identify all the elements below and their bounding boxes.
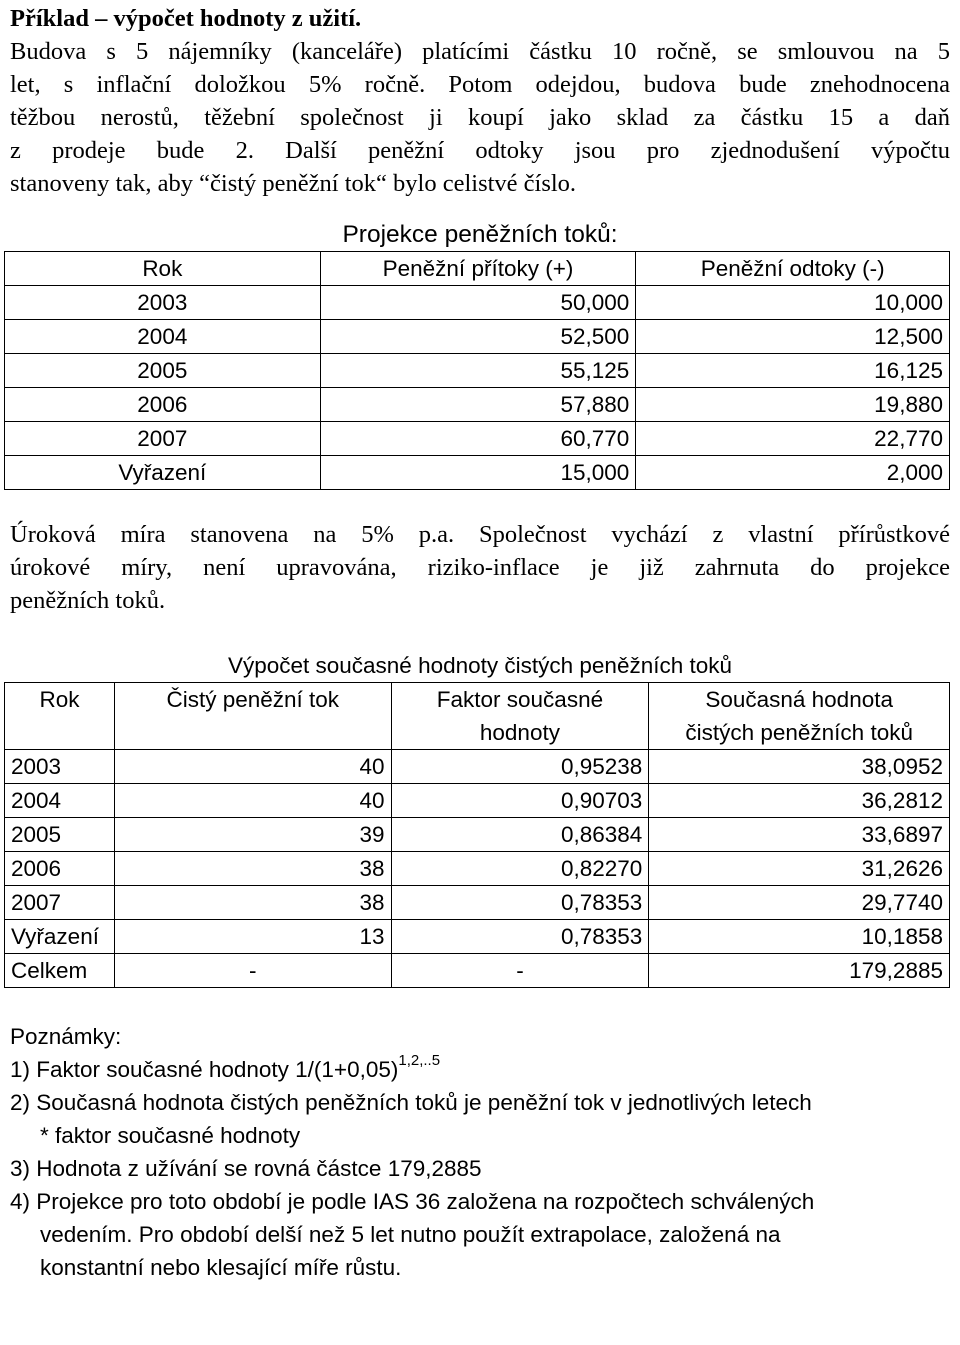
table-cell: 38,0952 xyxy=(649,750,950,784)
note-1 xyxy=(10,1053,950,1086)
intro-line: těžbou nerostů, těžební společnost ji koupí jako sklad za částku 15 a daň xyxy=(10,104,950,131)
projection-table-caption: Projekce peněžních toků: xyxy=(342,221,618,248)
present-value-table xyxy=(4,682,950,988)
column-header: Rok xyxy=(5,683,115,750)
table-cell: 55,125 xyxy=(320,354,636,388)
table-cell: 38 xyxy=(114,852,391,886)
column-header: Peněžní přítoky (+) xyxy=(320,252,636,286)
table-row xyxy=(5,920,950,954)
table-cell: 2006 xyxy=(5,388,321,422)
table-row xyxy=(5,388,950,422)
table-cell: 50,000 xyxy=(320,286,636,320)
table-cell: 36,2812 xyxy=(649,784,950,818)
table-cell: 13 xyxy=(114,920,391,954)
pv-table-caption: Výpočet současné hodnoty čistých peněžních toků xyxy=(227,653,733,678)
notes-section xyxy=(10,1020,950,1284)
table-total-row xyxy=(5,954,950,988)
rate-line: peněžních toků. xyxy=(10,587,166,614)
intro-line: Budova s 5 nájemníky (kanceláře) platícími částku 10 ročně, se smlouvou na 5 xyxy=(10,38,950,65)
projection-table xyxy=(4,251,950,490)
table-cell: 0,95238 xyxy=(391,750,649,784)
table-cell: 2006 xyxy=(5,852,115,886)
column-header: Rok xyxy=(5,252,321,286)
table-cell: 29,7740 xyxy=(649,886,950,920)
note-1-text: 1) Faktor současné hodnoty 1/(1+0,05) xyxy=(10,1057,399,1082)
notes-title: Poznámky: xyxy=(10,1024,122,1049)
table-row xyxy=(5,286,950,320)
table-row xyxy=(5,818,950,852)
table-cell: Celkem xyxy=(5,954,115,988)
table-cell: 38 xyxy=(114,886,391,920)
intro-line: let, s inflační doložkou 5% ročně. Potom odejdou, budova bude znehodnocena xyxy=(10,71,950,98)
table-cell: Vyřazení xyxy=(5,456,321,490)
table-header-row xyxy=(5,683,950,750)
document-page xyxy=(10,2,950,1284)
intro-line: z prodeje bude 2. Další peněžní odtoky jsou pro zjednodušení výpočtu xyxy=(10,137,950,164)
table-cell: 2003 xyxy=(5,750,115,784)
table-row xyxy=(5,320,950,354)
table-row xyxy=(5,422,950,456)
table-cell: - xyxy=(114,954,391,988)
intro-line: stanoveny tak, aby “čistý peněžní tok“ bylo celistvé číslo. xyxy=(10,170,577,197)
table-cell: 2005 xyxy=(5,354,321,388)
table-cell: 15,000 xyxy=(320,456,636,490)
table-cell: 0,78353 xyxy=(391,920,649,954)
rate-line: Úroková míra stanovena na 5% p.a. Společnost vychází z vlastní přírůstkové xyxy=(10,521,950,548)
table-row xyxy=(5,456,950,490)
table-cell: 31,2626 xyxy=(649,852,950,886)
table-cell: 2007 xyxy=(5,422,321,456)
note-1-exponent: 1,2,..5 xyxy=(398,1051,441,1069)
table-row xyxy=(5,784,950,818)
table-cell: 33,6897 xyxy=(649,818,950,852)
table-row xyxy=(5,750,950,784)
table-cell: 0,78353 xyxy=(391,886,649,920)
table-cell: 2007 xyxy=(5,886,115,920)
note-4-line-1: 4) Projekce pro toto období je podle IAS 36 založena na rozpočtech schválených xyxy=(10,1189,815,1214)
table-cell: 40 xyxy=(114,784,391,818)
table-cell: 39 xyxy=(114,818,391,852)
column-header: Faktor současné hodnoty xyxy=(391,683,649,750)
note-2-line-2: * faktor současné hodnoty xyxy=(40,1123,301,1148)
table-cell: 16,125 xyxy=(636,354,950,388)
table-cell: 2005 xyxy=(5,818,115,852)
table-cell: 10,1858 xyxy=(649,920,950,954)
table-cell: 10,000 xyxy=(636,286,950,320)
table-cell: 0,86384 xyxy=(391,818,649,852)
column-header: Čistý peněžní tok xyxy=(114,683,391,750)
table-cell: 22,770 xyxy=(636,422,950,456)
note-4-line-2: vedením. Pro období delší než 5 let nutno použít extrapolace, založená na xyxy=(40,1222,781,1247)
table-row xyxy=(5,354,950,388)
example-heading: Příklad – výpočet hodnoty z užití. xyxy=(10,5,362,32)
table-cell: 2003 xyxy=(5,286,321,320)
column-header: Peněžní odtoky (-) xyxy=(636,252,950,286)
table-cell: 57,880 xyxy=(320,388,636,422)
table-cell: - xyxy=(391,954,649,988)
table-cell: Vyřazení xyxy=(5,920,115,954)
table-cell: 2,000 xyxy=(636,456,950,490)
table-row xyxy=(5,886,950,920)
table-row xyxy=(5,852,950,886)
column-header: Současná hodnota čistých peněžních toků xyxy=(649,683,950,750)
table-header-row xyxy=(5,252,950,286)
rate-line: úrokové míry, není upravována, riziko-inflace je již zahrnuta do projekce xyxy=(10,554,950,581)
note-3: 3) Hodnota z užívání se rovná částce 179,2885 xyxy=(10,1156,482,1181)
table-cell: 60,770 xyxy=(320,422,636,456)
note-2-line-1: 2) Současná hodnota čistých peněžních toků je peněžní tok v jednotlivých letech xyxy=(10,1090,812,1115)
note-4-line-3: konstantní nebo klesající míře růstu. xyxy=(40,1255,402,1280)
table-cell: 2004 xyxy=(5,320,321,354)
table-cell: 0,82270 xyxy=(391,852,649,886)
table-cell: 12,500 xyxy=(636,320,950,354)
table-cell: 19,880 xyxy=(636,388,950,422)
table-cell: 52,500 xyxy=(320,320,636,354)
table-cell: 179,2885 xyxy=(649,954,950,988)
interest-rate-paragraph xyxy=(10,518,950,617)
table-cell: 40 xyxy=(114,750,391,784)
table-cell: 2004 xyxy=(5,784,115,818)
table-cell: 0,90703 xyxy=(391,784,649,818)
intro-paragraph xyxy=(10,35,950,200)
